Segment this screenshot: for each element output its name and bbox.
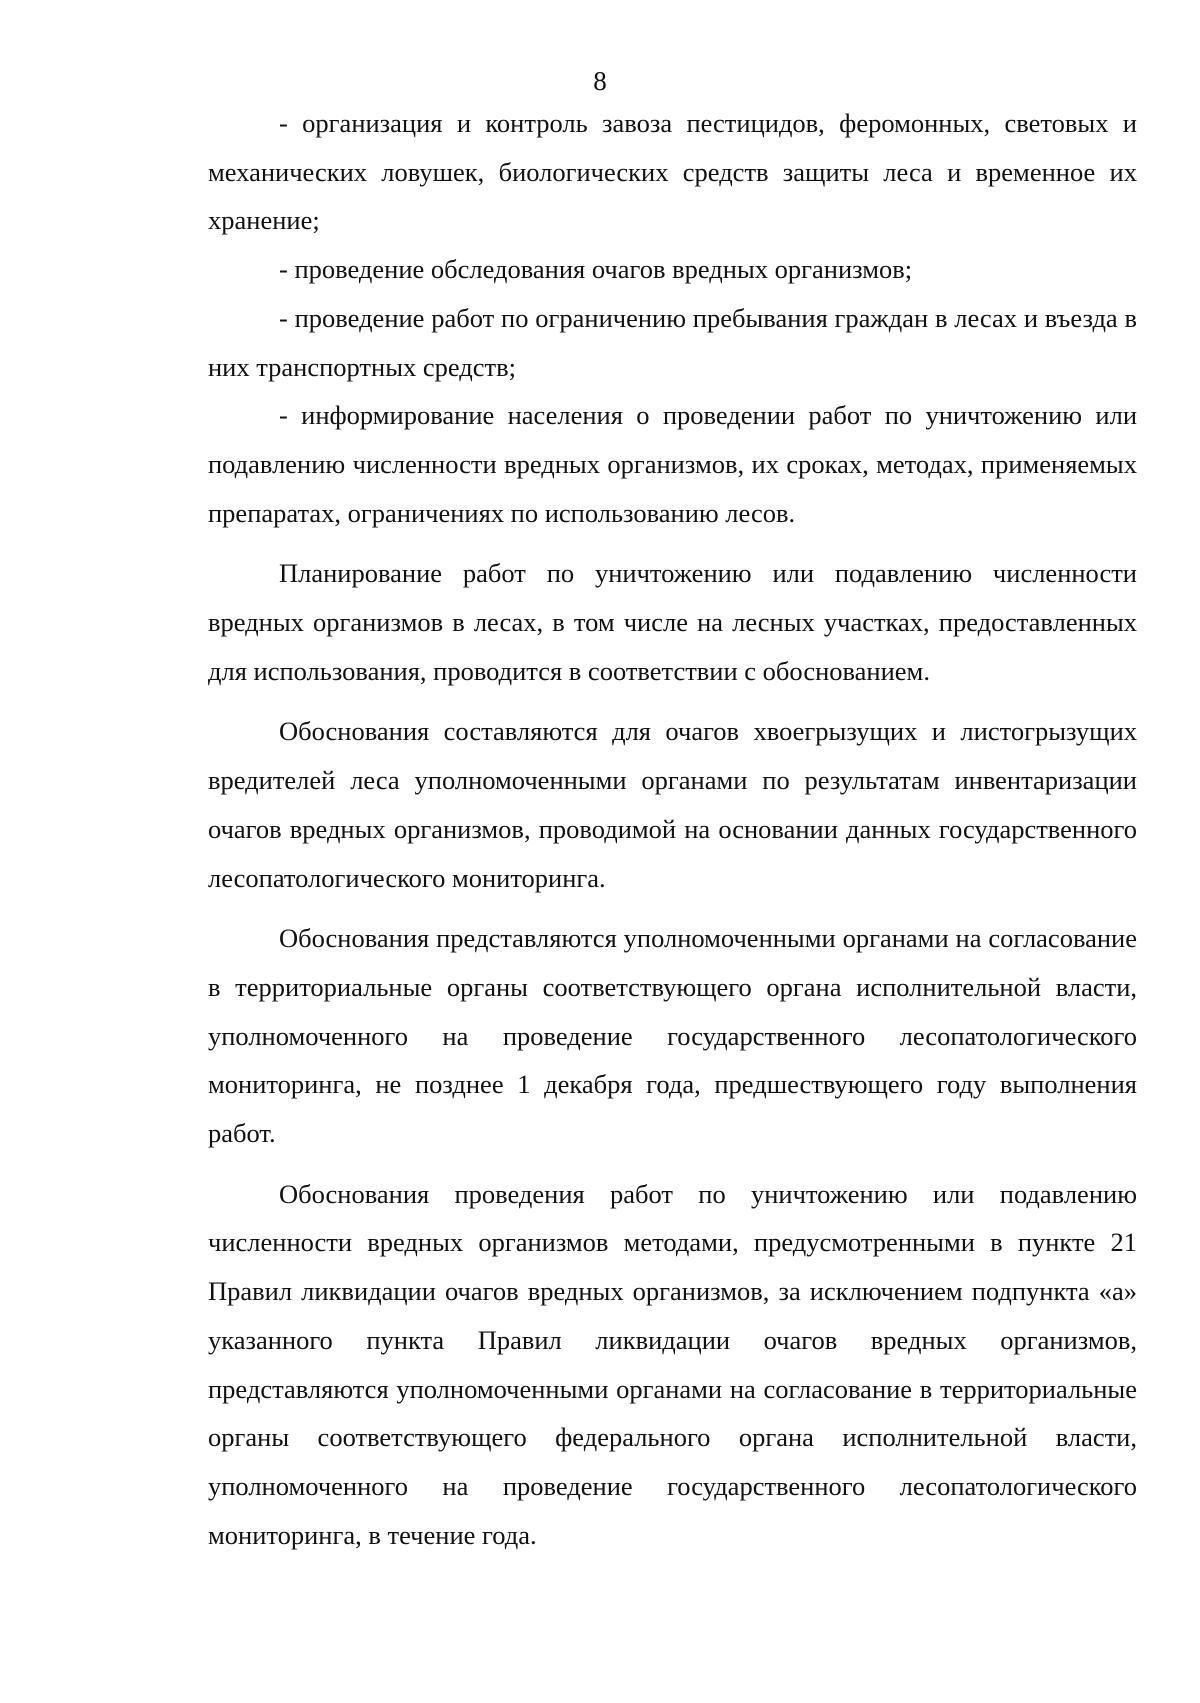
paragraph-justification-submission: Обоснования представляются уполномоченными органами на согласование в территориальные органы соответствующего органа исполнительной власти, уполномоченного на проведение государственного лесопатологического мониторинга, не позднее 1 декабря года, предшествующего году выполнения работ. — [208, 923, 1137, 1149]
paragraph-justification-methods: Обоснования проведения работ по уничтожению или подавлению численности вредных организмов методами, предусмотренными в пункте 21 Правил ликвидации очагов вредных организмов, за исключением подпункта «а» указанного пункта Правил ликвидации очагов вредных организмов, представляются уполномоченными органами на согласование в территориальные органы соответствующего федерального органа исполнительной власти, уполномоченного на проведение государственного лесопатологического мониторинга, в течение года. — [208, 1178, 1137, 1550]
paragraph-planning: Планирование работ по уничтожению или подавлению численности вредных организмов в лесах, в том числе на лесных участках, предоставленных для использования, проводится в соответствии с обоснованием. — [208, 558, 1137, 686]
list-item-public-information: - информирование населения о проведении работ по уничтожению или подавлению численности вредных организмов, их сроках, методах, применяемых препаратах, ограничениях по использованию лесов. — [208, 400, 1137, 528]
list-item-inspection: - проведение обследования очагов вредных организмов; — [279, 254, 913, 285]
document-body — [208, 99, 1137, 1559]
list-item-access-restriction: - проведение работ по ограничению пребывания граждан в лесах и въезда в них транспортных средств; — [208, 302, 1137, 382]
paragraph-justification-preparation: Обоснования составляются для очагов хвоегрызущих и листогрызущих вредителей леса уполномоченными органами по результатам инвентаризации очагов вредных организмов, проводимой на основании данных государственного лесопатологического мониторинга. — [208, 716, 1137, 893]
page-number: 8 — [593, 66, 607, 96]
list-item-pesticide-delivery: - организация и контроль завоза пестицидов, феромонных, световых и механических ловушек, биологических средств защиты леса и временное их хранение; — [208, 108, 1137, 236]
